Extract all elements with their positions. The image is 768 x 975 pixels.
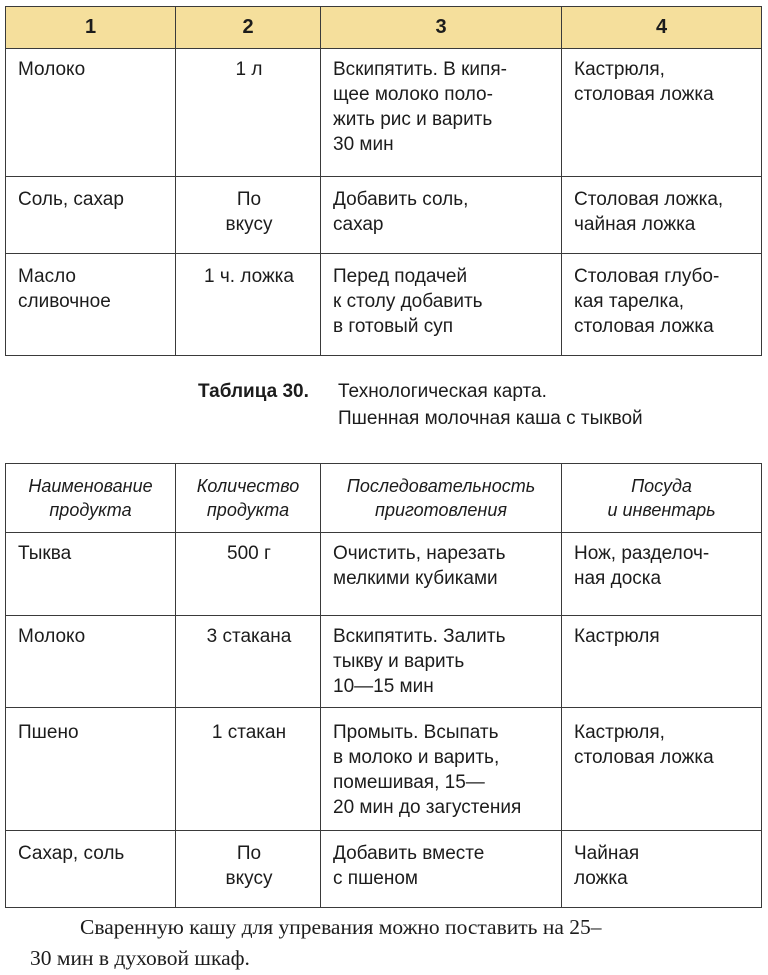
quantity-cell: 1 л (176, 49, 321, 177)
product-name-cell: Пшено (6, 708, 176, 831)
steps-cell: Промыть. Всыпать в молоко и варить, помешивая, 15— 20 мин до загустения (321, 708, 562, 831)
recipe-table-30 (5, 463, 762, 908)
table-row (6, 616, 762, 708)
steps-cell: Вскипятить. Залить тыкву и варить 10—15 мин (321, 616, 562, 708)
steps-cell: Вскипятить. В кипя- щее молоко поло- жить рис и варить 30 мин (321, 49, 562, 177)
column-number-header: 4 (562, 7, 762, 49)
column-header-utensils: Посуда и инвентарь (562, 464, 762, 533)
quantity-cell: 1 стакан (176, 708, 321, 831)
quantity-cell: 1 ч. ложка (176, 254, 321, 356)
product-name-cell: Масло сливочное (6, 254, 176, 356)
utensils-cell: Чайная ложка (562, 831, 762, 908)
utensils-cell: Столовая ложка, чайная ложка (562, 177, 762, 254)
table-row (6, 49, 762, 177)
column-header-steps: Последовательность приготовления (321, 464, 562, 533)
quantity-cell: 500 г (176, 533, 321, 616)
column-header-product: Наименование продукта (6, 464, 176, 533)
recipe-table-continued (5, 6, 762, 356)
table-row (6, 177, 762, 254)
product-name-cell: Молоко (6, 616, 176, 708)
table-row (6, 254, 762, 356)
paragraph-line: 30 мин в духовой шкаф. (30, 946, 250, 970)
steps-cell: Добавить вместе с пшеном (321, 831, 562, 908)
table-header-row (6, 7, 762, 49)
table-row (6, 708, 762, 831)
column-header-quantity: Количество продукта (176, 464, 321, 533)
column-number-header: 2 (176, 7, 321, 49)
product-name-cell: Соль, сахар (6, 177, 176, 254)
column-number-header: 3 (321, 7, 562, 49)
utensils-cell: Кастрюля (562, 616, 762, 708)
utensils-cell: Кастрюля, столовая ложка (562, 49, 762, 177)
product-name-cell: Тыква (6, 533, 176, 616)
table-row (6, 831, 762, 908)
body-paragraph (30, 912, 754, 974)
paragraph-line: Сваренную кашу для упревания можно поставить на 25– (80, 915, 602, 939)
utensils-cell: Столовая глубо- кая тарелка, столовая ложка (562, 254, 762, 356)
utensils-cell: Кастрюля, столовая ложка (562, 708, 762, 831)
quantity-cell: По вкусу (176, 177, 321, 254)
steps-cell: Добавить соль, сахар (321, 177, 562, 254)
quantity-cell: 3 стакана (176, 616, 321, 708)
table-row (6, 533, 762, 616)
table-caption-label: Таблица 30. (198, 381, 309, 402)
steps-cell: Перед подачей к столу добавить в готовый суп (321, 254, 562, 356)
table-caption-title: Технологическая карта. (338, 381, 547, 402)
steps-cell: Очистить, нарезать мелкими кубиками (321, 533, 562, 616)
table-caption-subtitle: Пшенная молочная каша с тыквой (338, 408, 643, 429)
product-name-cell: Молоко (6, 49, 176, 177)
table-header-row (6, 464, 762, 533)
utensils-cell: Нож, разделоч- ная доска (562, 533, 762, 616)
product-name-cell: Сахар, соль (6, 831, 176, 908)
quantity-cell: По вкусу (176, 831, 321, 908)
column-number-header: 1 (6, 7, 176, 49)
